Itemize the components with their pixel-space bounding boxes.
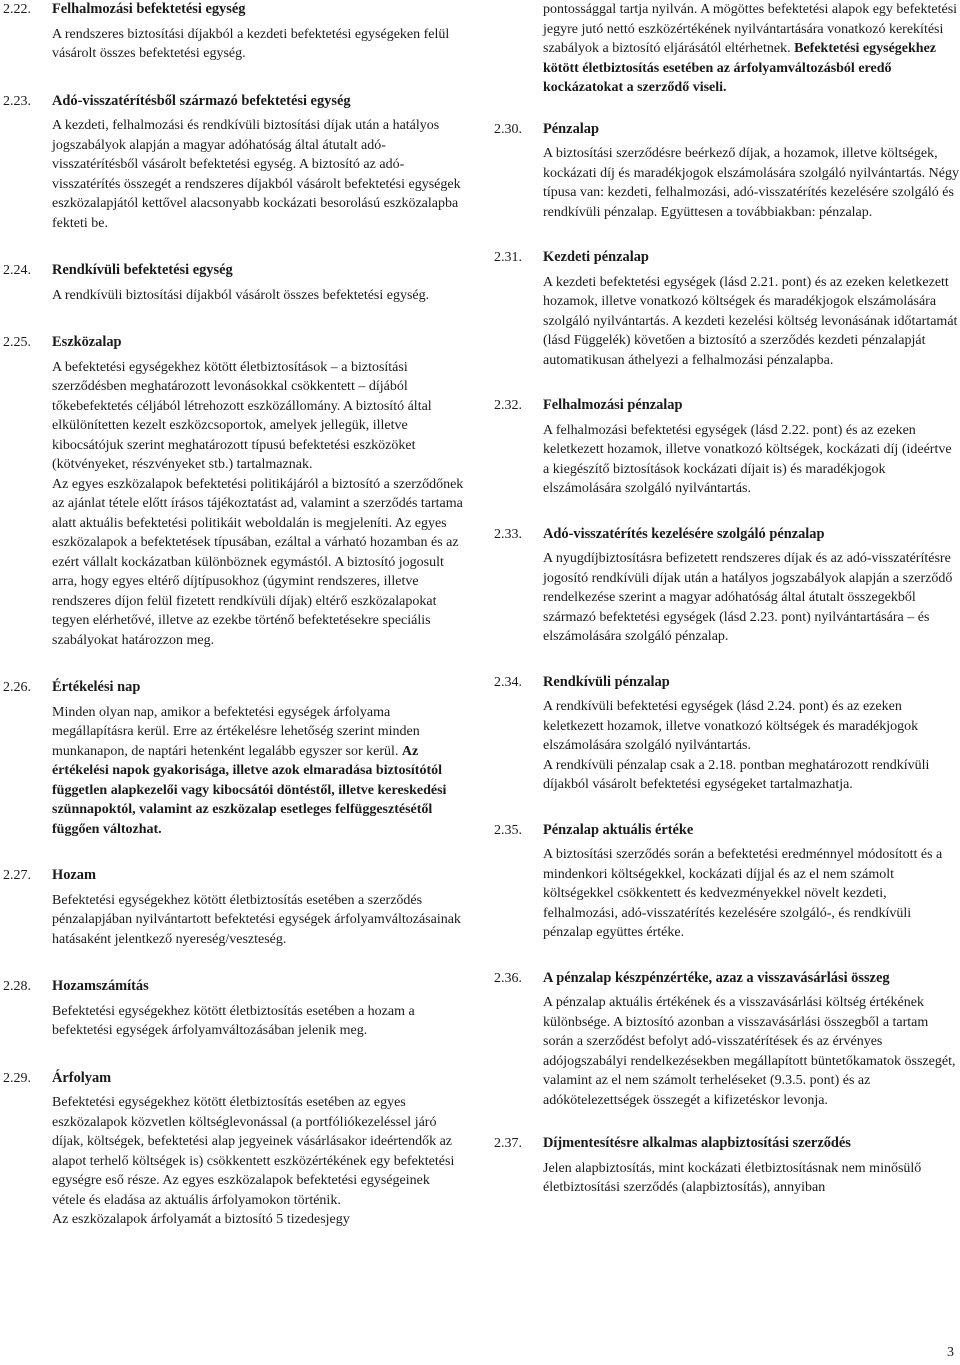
paragraph (543, 549, 960, 647)
continuation-paragraph (491, 0, 960, 98)
section-title: Árfolyam (52, 1069, 112, 1086)
paragraph-text: A rendkívüli biztosítási díjakból vásárolt összes befektetési egység. (52, 287, 430, 303)
paragraph (52, 116, 466, 233)
section-body (543, 1159, 960, 1198)
section-title: Felhalmozási befektetési egység (52, 1, 246, 17)
paragraph-text: A rendkívüli pénzalap csak a 2.18. pontban meghatározott rendkívüli díjakból vásárolt befektetési egységeket tartalmazhatja. (543, 757, 930, 792)
paragraph (52, 286, 466, 306)
paragraph (543, 273, 960, 371)
section-2-34 (491, 673, 960, 795)
paragraph-text: A rendszeres biztosítási díjakból a kezdeti befektetési egységeken felül vásárolt összes befektetési egység. (52, 26, 450, 61)
section-2-23 (0, 92, 466, 234)
section-title: Hozamszámítás (52, 978, 149, 994)
section-number: 2.36. (494, 970, 522, 986)
section-body (52, 116, 466, 233)
section-2-25 (0, 333, 466, 650)
paragraph-text: Az egyes eszközalapok befektetési politikájáról a biztosító a szerződőnek az ajánlat tétele előtt írásos tájékoztatást ad, valamint a szerződés tartama alatt aktuális befektetési politikáit weboldalán is megjeleníti. Az egyes eszközalapok a befektetések típusában, ezáltal a várható hozamban és az ezért vállalt kockázatban különböznek egymástól. A biztosító jogosult arra, hogy egyes eltérő díjtípusokhoz (úgymint rendszeres, illetve rendszeres díjon felül fizetett rendkívüli díjak) eltérő eszközalapokat tegyen elérhetővé, illetve az ezekbe történő befektetésekre speciális szabályokat határozzon meg. (52, 476, 464, 648)
section-title: Rendkívüli befektetési egység (52, 262, 233, 278)
paragraph-text: Az eszközalapok árfolyamát a biztosító 5 tizedesjegy (52, 1212, 350, 1227)
right-sections (491, 120, 960, 1198)
section-2-30 (491, 120, 960, 223)
section-2-27 (0, 866, 466, 949)
section-2-37 (491, 1134, 960, 1198)
paragraph-text: Befektetési egységekhez kötött életbiztosítás esetében az egyes eszközalapok közvetlen költséglevonással (a portfóliókezeléssel járó díjak, költségek, befektetési alap jegyeinek vásárlásakor ideértendők az alapot terhelő költségek is) csökkentett eszközértékének egy befektetési egységre eső része. Az egyes eszközalapok befektetési egységeinek vétele és eladása az aktuális árfolyamokon történik. (52, 1095, 455, 1208)
paragraph-text: A nyugdíjbiztosításra befizetett rendszeres díjak és az adó-visszatérítésre jogosító rendkívüli díjak után a hatályos jogszabályok alapján a szerződő rendelkezése szerint a magyar adóhatóság által átutalt összegekből származó befektetési egységek (lásd 2.23. pont) nyilvántartására – és elszámolására szolgáló pénzalap. (543, 551, 953, 644)
section-title: A pénzalap készpénzértéke, azaz a visszavásárlási összeg (543, 969, 890, 986)
section-title: Adó-visszatérítés kezelésére szolgáló pénzalap (543, 525, 825, 542)
section-number: 2.31. (494, 250, 522, 265)
paragraph-text: Jelen alapbiztosítás, mint kockázati életbiztosításnak nem minősülő életbiztosítási szerződés (alapbiztosítás), annyiban (543, 1160, 922, 1195)
section-number: 2.22. (3, 2, 31, 17)
paragraph (52, 1210, 466, 1230)
paragraph (52, 475, 466, 651)
section-body (543, 144, 960, 222)
section-number: 2.28. (3, 979, 31, 994)
paragraph-text: A biztosítási szerződésre beérkező díjak, a hozamok, illetve költségek, kockázati díj és maradékjogok elszámolására szolgáló nyilvántartás. Négy típusa van: kezdeti, felhalmozási, adó-visszatérítés kezelésére szolgáló és rendkívüli pénzalap. Együttesen a továbbiakban: pénzalap. (543, 146, 959, 220)
paragraph (52, 1002, 466, 1041)
section-number: 2.35. (494, 822, 522, 838)
section-number: 2.27. (3, 868, 31, 883)
section-body (543, 273, 960, 371)
left-column (0, 0, 466, 1252)
paragraph-text: A befektetési egységekhez kötött életbiztosítások – a biztosítási szerződésben meghatározott levonásokkal csökkentett – díjából tőkebefektetés céljából létrehozott eszközállomány. A biztosító által elkülönítetten kezelt eszközcsoportok, amelyek jellegük, illetve kibocsátójuk szerint meghatározott típusú befektetési eszközöket (kötvényeket, részvényeket stb.) tartalmaznak. (52, 359, 432, 472)
section-title: Kezdeti pénzalap (543, 249, 649, 265)
section-body (543, 697, 960, 795)
paragraph (52, 703, 466, 840)
paragraph (543, 993, 960, 1110)
paragraph (543, 1159, 960, 1198)
continuation-bold-text: Befektetési egységekhez kötött életbiztosítás esetében az árfolyamváltozásból eredő kockázatokat a szerződő viseli. (543, 41, 937, 95)
section-title: Értékelési nap (52, 679, 141, 695)
paragraph (543, 756, 960, 795)
paragraph-text: Minden olyan nap, amikor a befektetési egységek árfolyama megállapításra kerül. Erre az értékelésre lehetőség szerint minden munkanapon, de naptári hetenként legalább egyszer sor kerül. (52, 704, 420, 759)
paragraph-text: Befektetési egységekhez kötött életbiztosítás esetében a szerződés pénzalapjában nyilvántartott befektetési egységek árfolyamváltozásainak hatásaként jelentkező nyereség/veszteség. (52, 892, 461, 947)
paragraph (543, 144, 960, 222)
paragraph (543, 697, 960, 756)
paragraph-text: A felhalmozási befektetési egységek (lásd 2.22. pont) és az ezeken keletkezett hozamok, illetve vonatkozó költségek, kockázati díj (ideértve a kiegészítő biztosítások kockázati díjait is) és maradékjogok elszámolására szolgáló nyilvántartás. (543, 422, 952, 496)
section-title: Eszközalap (52, 334, 122, 350)
paragraph (543, 845, 960, 943)
section-body (52, 25, 466, 64)
section-number: 2.37. (494, 1136, 522, 1151)
section-2-36 (491, 969, 960, 1111)
section-number: 2.24. (3, 263, 31, 278)
paragraph-text: A biztosítási szerződés során a befektetési eredménnyel módosított és a mindenkori költségekkel, kockázati díjjal és az el nem számolt költségekkel csökkentett és kedvezményekkel növelt kezdeti, felhalmozási, adó-visszatérítés kezelésére szolgáló-, és rendkívüli pénzalap együttes értéke. (543, 847, 943, 940)
section-number: 2.30. (494, 121, 522, 137)
section-number: 2.25. (3, 335, 31, 350)
paragraph (52, 25, 466, 64)
section-2-29 (0, 1069, 466, 1230)
section-body (543, 421, 960, 499)
section-title: Felhalmozási pénzalap (543, 397, 683, 413)
page-number: 3 (947, 1345, 954, 1360)
paragraph-text: A pénzalap aktuális értékének és a visszavásárlási költség értékének különbsége. A biztosító azonban a visszavásárlási összegből a tartam során a szerződést befolyt adó-visszatérítések és az érvényes adójogszabályi rendelkezésekben megállapított büntetőkamatok összegét, valamint az el nem számolt terheléseket (9.3.5. pont) és az adókötelezettségek összegét a kifizetéskor levonja. (543, 995, 956, 1108)
paragraph-text: A kezdeti, felhalmozási és rendkívüli biztosítási díjak után a hatályos jogszabályok alapján a magyar adóhatóság által átutalt adó-visszatérítésből vásárolt befektetési egység. A biztosító az adó-visszatérítés összegét a rendszeres díjakból vásárolt befektetési egységek eszközalapjától kettővel alacsonyabb kockázati besorolású eszközalapba fekteti be. (52, 118, 461, 231)
section-title: Rendkívüli pénzalap (543, 673, 670, 690)
section-title: Hozam (52, 867, 96, 883)
section-title: Díjmentesítésre alkalmas alapbiztosítási szerződés (543, 1135, 851, 1151)
section-2-28 (0, 977, 466, 1041)
section-number: 2.23. (3, 93, 31, 109)
section-title: Pénzalap (543, 120, 599, 137)
section-body (543, 845, 960, 943)
section-number: 2.26. (3, 680, 31, 695)
paragraph (52, 891, 466, 950)
section-title: Pénzalap aktuális értéke (543, 821, 694, 838)
section-number: 2.34. (494, 674, 522, 690)
section-number: 2.29. (3, 1070, 31, 1086)
paragraph-text: A rendkívüli befektetési egységek (lásd 2.24. pont) és az ezeken keletkezett hozamok, illetve vonatkozó költségek és maradékjogok elszámolására szolgáló nyilvántartás. (543, 699, 919, 753)
paragraph (543, 421, 960, 499)
right-column (491, 0, 960, 1220)
section-number: 2.33. (494, 526, 522, 542)
paragraph (52, 358, 466, 475)
paragraph-text: A kezdeti befektetési egységek (lásd 2.21. pont) és az ezeken keletkezett hozamok, illetve vonatkozó költségek és maradékjogok elszámolására szolgáló nyilvántartás. A kezdeti kezelési költség levonásának időtartamát (lásd Függelék) követően a biztosító a szerződés kezdeti pénzalapját automatikusan áthelyezi a felhalmozási pénzalapba. (543, 274, 958, 368)
section-title: Adó-visszatérítésből származó befektetési egység (52, 92, 351, 109)
section-body (52, 703, 466, 840)
section-body (543, 549, 960, 647)
section-body (52, 891, 466, 950)
paragraph-text: Befektetési egységekhez kötött életbiztosítás esetében a hozam a befektetési egységek árfolyamváltozásában jelenik meg. (52, 1003, 415, 1038)
section-body (52, 1093, 466, 1230)
section-body (543, 993, 960, 1110)
section-2-26 (0, 678, 466, 839)
section-2-33 (491, 525, 960, 647)
section-2-31 (491, 248, 960, 370)
section-2-35 (491, 821, 960, 943)
paragraph (52, 1093, 466, 1210)
section-number: 2.32. (494, 398, 522, 413)
section-body (52, 1002, 466, 1041)
paragraph-bold-text: Az értékelési napok gyakorisága, illetve azok elmaradása biztosítótól független alapkezelői vagy kibocsátói döntéstől, illetve kereskedési szünnapoktól, valamint az eszközalap esetleges felfüggesztésétől függően változhat. (52, 743, 447, 837)
section-2-24 (0, 261, 466, 305)
section-2-32 (491, 396, 960, 499)
section-body (52, 286, 466, 306)
section-body (52, 358, 466, 651)
section-2-22 (0, 0, 466, 64)
continuation-text: pontossággal tartja nyilván. A mögöttes befektetési alapok egy befektetési jegyre jutó nettó eszközértékének nyilvántartására vonatkozó kerekítési szabályok a biztosító eljárásától eltérhetnek. (543, 2, 958, 56)
